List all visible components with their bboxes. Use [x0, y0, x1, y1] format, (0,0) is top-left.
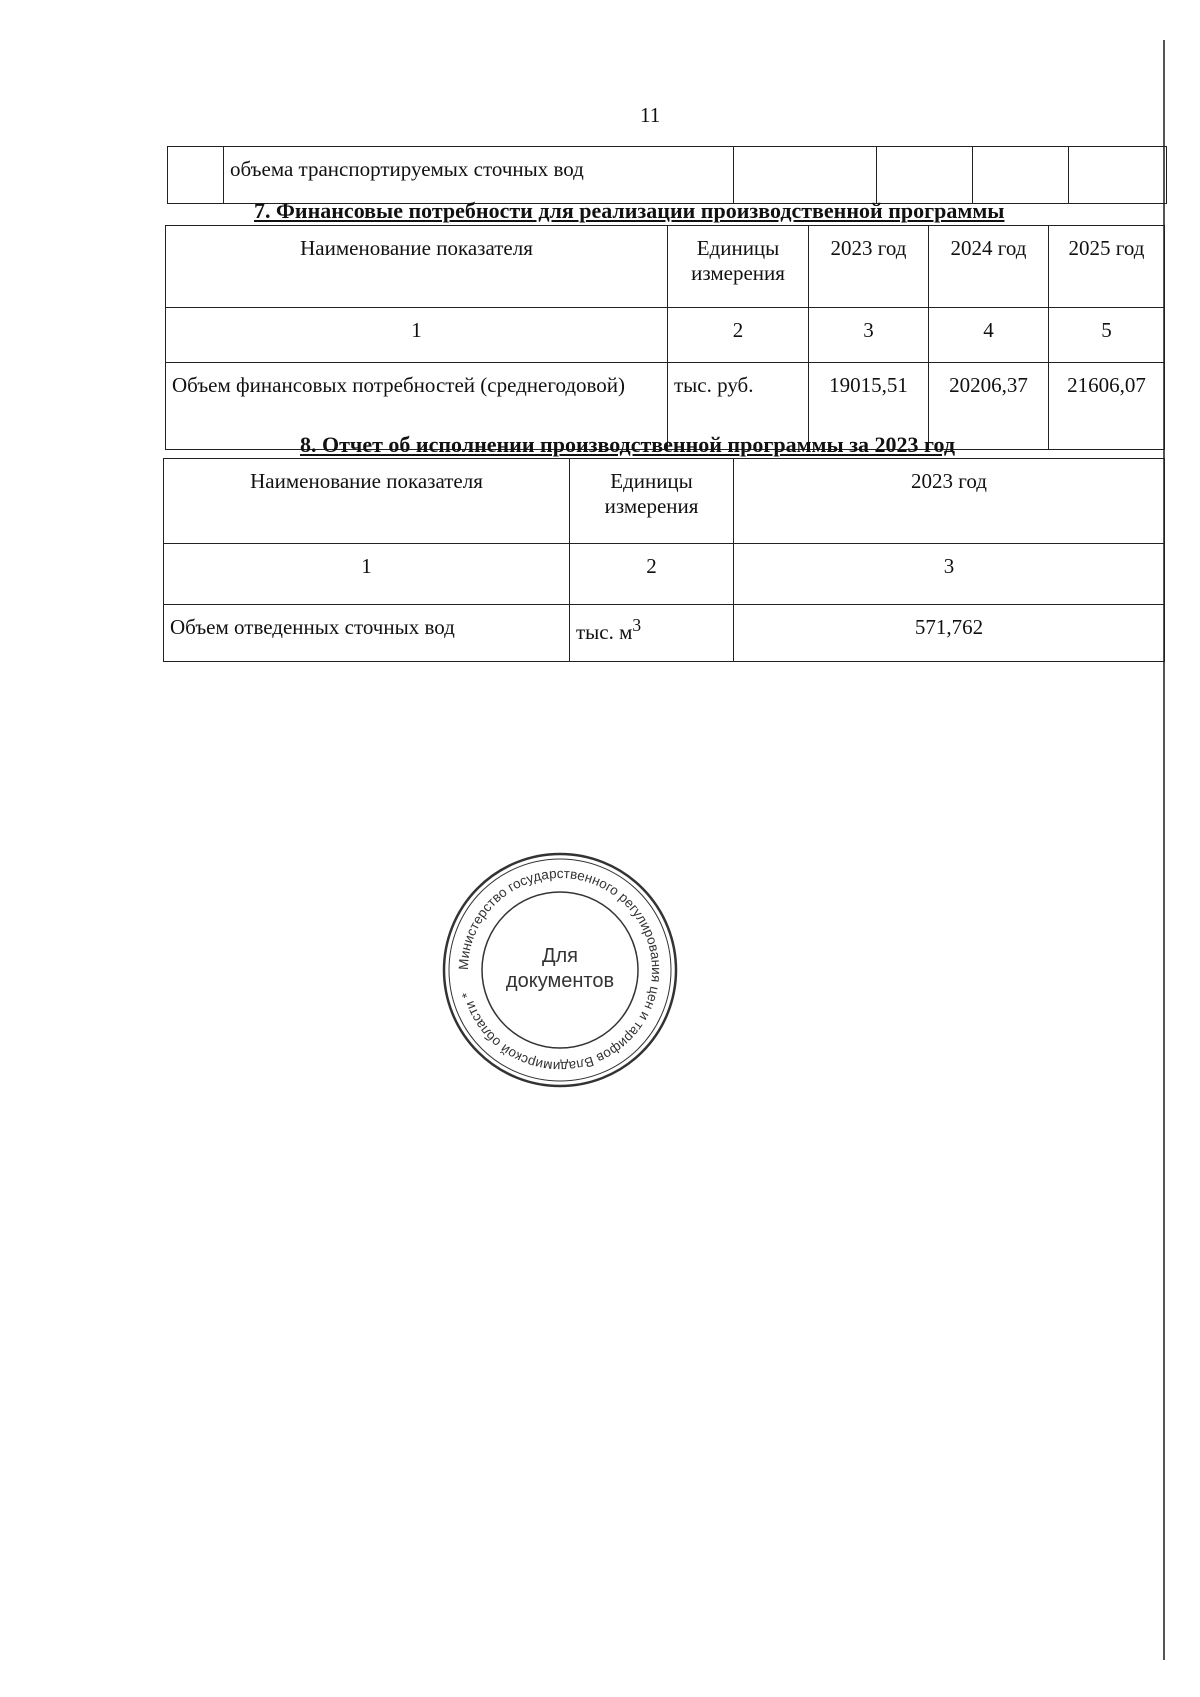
page-number: 11 [640, 103, 661, 127]
table-cell [877, 147, 973, 204]
header-indicator-name: Наименование показателя [166, 226, 668, 308]
column-number: 2 [570, 544, 734, 605]
table-cell-text: объема транспортируемых сточных вод [224, 147, 734, 204]
value-2025: 21606,07 [1049, 363, 1165, 450]
header-indicator-name: Наименование показателя [164, 459, 570, 544]
official-stamp [440, 850, 680, 1090]
table-cell [1069, 147, 1167, 204]
table-number-row [166, 308, 1165, 363]
table-cell [168, 147, 224, 204]
table-number-row [164, 544, 1165, 605]
header-year-2023: 2023 год [734, 459, 1165, 544]
stamp-center-line2: документов [505, 970, 615, 992]
table-header-row [166, 226, 1165, 308]
header-unit: Единицы измерения [570, 459, 734, 544]
unit-base: тыс. м [576, 620, 633, 644]
header-year-2025: 2025 год [1049, 226, 1165, 308]
table-row [164, 605, 1165, 662]
continuation-table [167, 146, 1167, 204]
header-year-2024: 2024 год [929, 226, 1049, 308]
indicator-name: Объем финансовых потребностей (среднегодовой) [166, 363, 668, 450]
program-report-table [163, 458, 1165, 662]
section-7-heading: 7. Финансовые потребности для реализации производственной программы [254, 198, 1005, 223]
column-number: 1 [166, 308, 668, 363]
header-unit: Единицы измерения [668, 226, 809, 308]
stamp-center-line1: Для [541, 945, 579, 967]
table-cell [734, 147, 877, 204]
unit-value [570, 605, 734, 662]
value-2023: 19015,51 [809, 363, 929, 450]
column-number: 2 [668, 308, 809, 363]
value-2024: 20206,37 [929, 363, 1049, 450]
column-number: 3 [734, 544, 1165, 605]
unit-value: тыс. руб. [668, 363, 809, 450]
header-year-2023: 2023 год [809, 226, 929, 308]
unit-exponent: 3 [632, 615, 642, 635]
value-2023: 571,762 [734, 605, 1165, 662]
financial-needs-table [165, 225, 1165, 450]
stamp-ring-text: Министерство государственного регулирования цен и тарифов Владимирской области * [455, 865, 665, 1075]
indicator-name: Объем отведенных сточных вод [164, 605, 570, 662]
column-number: 1 [164, 544, 570, 605]
column-number: 5 [1049, 308, 1165, 363]
column-number: 3 [809, 308, 929, 363]
table-row [168, 147, 1167, 204]
column-number: 4 [929, 308, 1049, 363]
table-header-row [164, 459, 1165, 544]
table-cell [973, 147, 1069, 204]
section-8-heading: 8. Отчет об исполнении производственной программы за 2023 год [300, 432, 955, 457]
